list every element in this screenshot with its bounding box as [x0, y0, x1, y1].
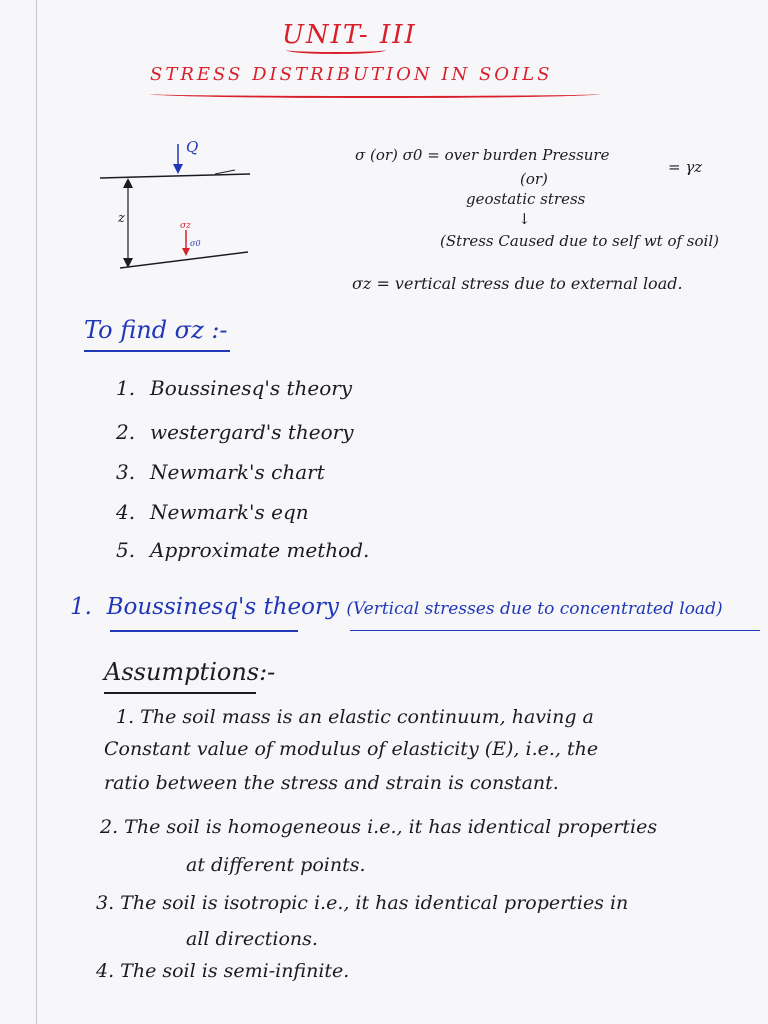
depth-label: z	[118, 211, 125, 226]
assumption-line-3: ratio between the stress and strain is constant.	[104, 772, 559, 794]
section-heading-underline	[110, 630, 298, 632]
definition-line-2: (or)	[520, 170, 548, 188]
assumptions-heading: Assumptions:-	[104, 658, 276, 686]
assumption-line-7: all directions.	[186, 928, 318, 950]
load-label: Q	[186, 138, 199, 156]
assumptions-heading-underline	[104, 692, 256, 694]
assumption-line-6: 3. The soil is isotropic i.e., it has identical properties in	[96, 892, 629, 914]
method-item-3: 3. Newmark's chart	[116, 460, 325, 484]
ground-surface-line	[100, 174, 250, 178]
definition-gamma-z: = γz	[668, 158, 703, 176]
load-arrow-head	[173, 164, 183, 174]
definition-arrow-icon: ↓	[518, 210, 531, 228]
method-item-1: 1. Boussinesq's theory	[116, 376, 353, 400]
depth-level-line	[120, 252, 248, 268]
assumption-line-2: Constant value of modulus of elasticity (E), i.e., the	[104, 738, 599, 760]
unit-title: UNIT- III	[282, 20, 417, 50]
method-item-4: 4. Newmark's eqn	[116, 500, 309, 524]
find-heading: To find σz :-	[84, 316, 228, 344]
definition-line-4: (Stress Caused due to self wt of soil)	[440, 232, 719, 250]
assumption-line-8: 4. The soil is semi-infinite.	[96, 960, 350, 982]
assumption-line-5: at different points.	[186, 854, 366, 876]
page-subtitle: STRESS DISTRIBUTION IN SOILS	[150, 64, 553, 85]
method-item-2: 2. westergard's theory	[116, 420, 354, 444]
definition-line-5: σz = vertical stress due to external load.	[352, 274, 683, 293]
find-heading-underline	[84, 350, 230, 352]
depth-arrow-top	[123, 178, 133, 188]
ground-hatch	[215, 170, 235, 174]
method-item-5: 5. Approximate method.	[116, 538, 370, 562]
page-margin-line	[36, 0, 37, 1024]
definition-line-3: geostatic stress	[466, 190, 586, 208]
definition-line-1: σ (or) σ0 = over burden Pressure	[355, 146, 610, 164]
section-subtitle-underline	[350, 630, 760, 631]
soil-load-diagram	[90, 130, 260, 275]
assumption-line-4: 2. The soil is homogeneous i.e., it has identical properties	[100, 816, 658, 838]
subtitle-underline	[150, 90, 600, 98]
sigma-0-label: σ0	[190, 239, 201, 248]
sigma-z-label: σz	[180, 221, 191, 231]
sigma-z-arrow-head	[182, 248, 190, 256]
unit-title-underline	[286, 46, 386, 54]
section-heading: 1. Boussinesq's theory (Vertical stresses due to concentrated load)	[70, 594, 723, 620]
assumption-line-1: 1. The soil mass is an elastic continuum, having a	[116, 706, 594, 728]
